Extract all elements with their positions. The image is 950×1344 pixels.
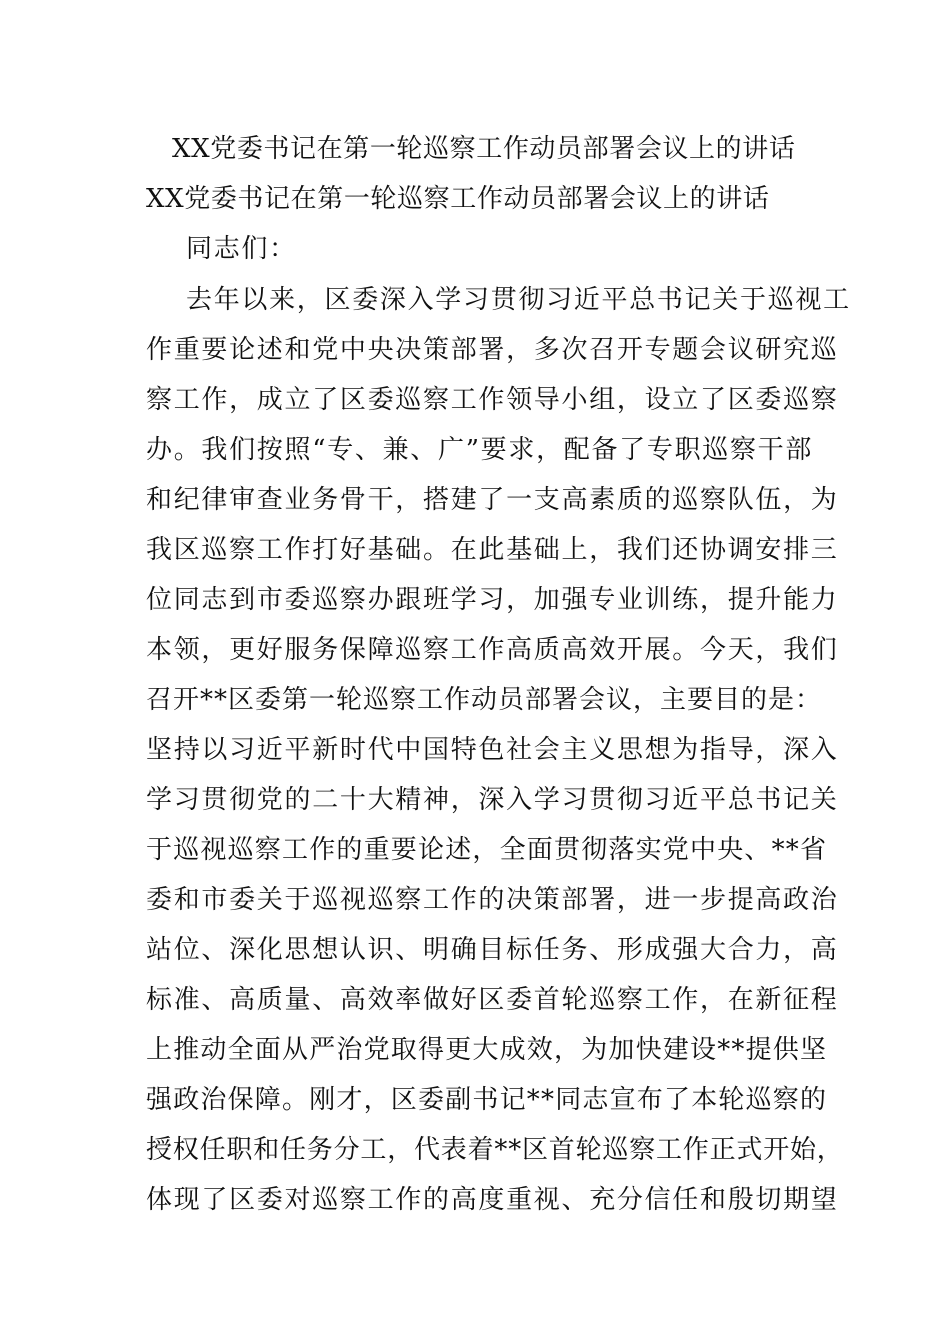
body-line: 学习贯彻党的二十大精神，深入学习贯彻习近平总书记关	[146, 785, 839, 815]
document-title-line-2: XX党委书记在第一轮巡察工作动员部署会议上的讲话	[146, 184, 770, 214]
body-line: 去年以来，区委深入学习贯彻习近平总书记关于巡视工	[186, 285, 851, 315]
body-line: 标准、高质量、高效率做好区委首轮巡察工作，在新征程	[146, 985, 839, 1015]
body-line: 办。我们按照“专、兼、广”要求，配备了专职巡察干部	[146, 435, 814, 465]
body-line: 本领，更好服务保障巡察工作高质高效开展。今天，我们	[146, 635, 839, 665]
document-title-line-1: XX党委书记在第一轮巡察工作动员部署会议上的讲话	[172, 134, 796, 164]
body-line: 授权任职和任务分工，代表着**区首轮巡察工作正式开始，	[146, 1135, 844, 1165]
body-line: 于巡视巡察工作的重要论述，全面贯彻落实党中央、**省	[146, 835, 828, 865]
greeting: 同志们：	[186, 234, 297, 264]
body-line: 召开**区委第一轮巡察工作动员部署会议，主要目的是：	[146, 685, 823, 715]
body-line: 和纪律审查业务骨干，搭建了一支高素质的巡察队伍，为	[146, 485, 839, 515]
body-line: 我区巡察工作打好基础。在此基础上，我们还协调安排三	[146, 535, 839, 565]
body-line: 委和市委关于巡视巡察工作的决策部署，进一步提高政治	[146, 885, 839, 915]
body-line: 强政治保障。刚才，区委副书记**同志宣布了本轮巡察的	[146, 1085, 828, 1115]
body-line: 位同志到市委巡察办跟班学习，加强专业训练，提升能力	[146, 585, 839, 615]
body-line: 体现了区委对巡察工作的高度重视、充分信任和殷切期望	[146, 1185, 839, 1215]
body-line: 上推动全面从严治党取得更大成效，为加快建设**提供坚	[146, 1035, 828, 1065]
body-line: 作重要论述和党中央决策部署，多次召开专题会议研究巡	[146, 335, 839, 365]
body-line: 站位、深化思想认识、明确目标任务、形成强大合力，高	[146, 935, 839, 965]
body-line: 坚持以习近平新时代中国特色社会主义思想为指导，深入	[146, 735, 839, 765]
body-line: 察工作，成立了区委巡察工作领导小组，设立了区委巡察	[146, 385, 839, 415]
